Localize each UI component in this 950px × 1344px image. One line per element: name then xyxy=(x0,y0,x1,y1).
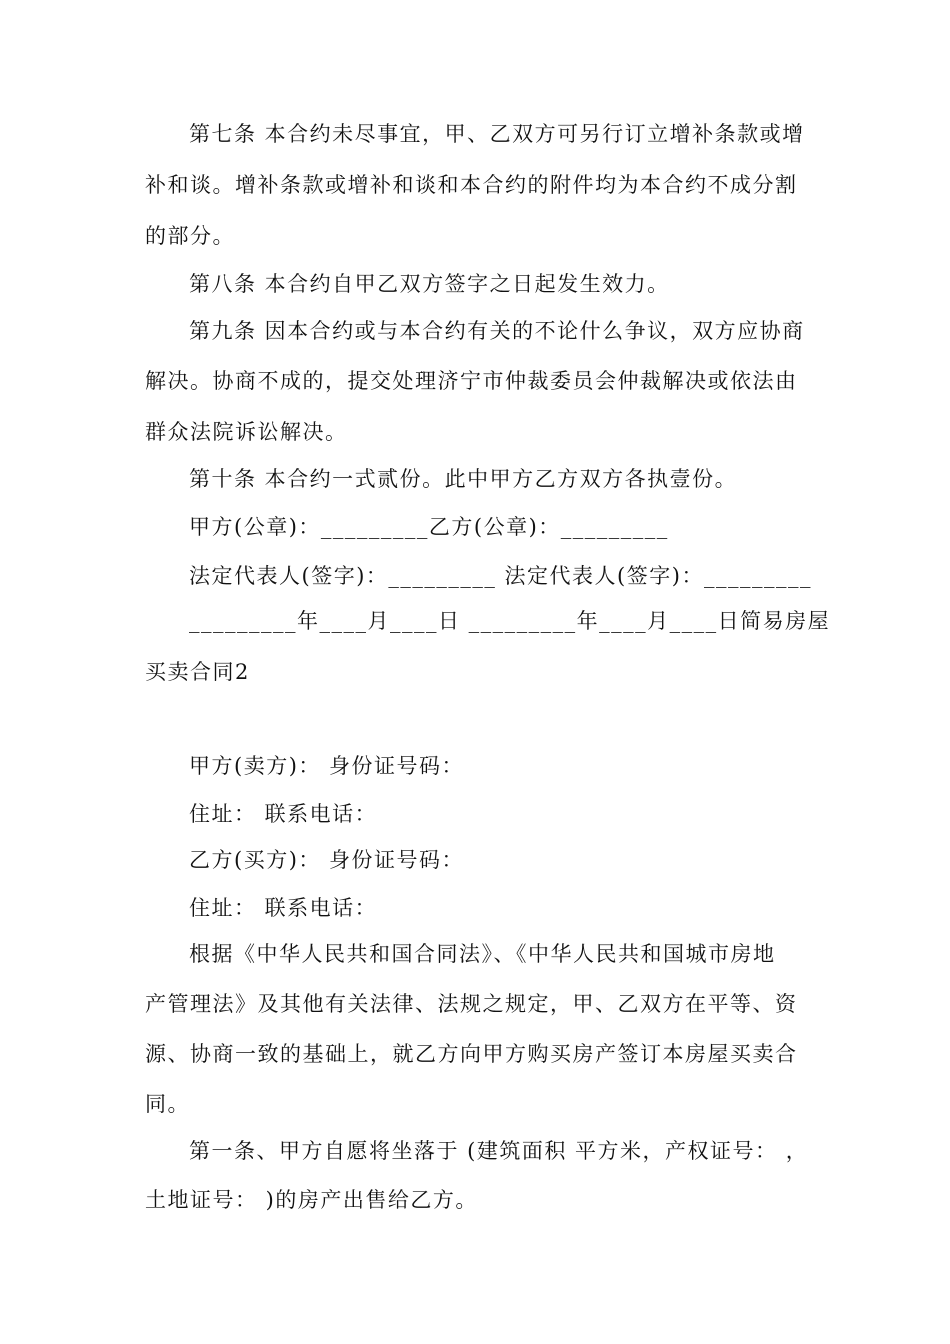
text-line: 根据《中华人民共和国合同法》、《中华人民共和国城市房地 xyxy=(189,942,776,966)
date-line: _________年____月____日 _________年____月____日简易房屋 xyxy=(189,609,831,633)
text-line: 同。 xyxy=(145,1092,190,1116)
text-line: 第十条 本合约一式贰份。此中甲方乙方双方各执壹份。 xyxy=(189,467,738,491)
text-line: 土地证号： )的房产出售给乙方。 xyxy=(145,1188,478,1212)
text-line: 第七条 本合约未尽事宜，甲、乙双方可另行订立增补条款或增 xyxy=(189,122,805,146)
signature-line: 法定代表人(签字)：_________ 法定代表人(签字)：_________ xyxy=(189,564,812,588)
party-line: 甲方(卖方)： 身份证号码： xyxy=(189,754,465,778)
signature-line: 甲方(公章)：_________乙方(公章)：_________ xyxy=(189,515,669,539)
text-line: 第八条 本合约自甲乙双方签字之日起发生效力。 xyxy=(189,272,670,296)
text-line: 产管理法》及其他有关法律、法规之规定，甲、乙双方在平等、资 xyxy=(145,992,798,1016)
section-title: 买卖合同2 xyxy=(145,660,250,684)
text-line: 解决。协商不成的，提交处理济宁市仲裁委员会仲裁解决或依法由 xyxy=(145,369,798,393)
text-line: 补和谈。增补条款或增补和谈和本合约的附件均为本合约不成分割 xyxy=(145,173,798,197)
party-line: 乙方(买方)： 身份证号码： xyxy=(189,848,465,872)
text-line: 的部分。 xyxy=(145,224,235,248)
text-line: 群众法院诉讼解决。 xyxy=(145,420,348,444)
party-line: 住址： 联系电话： xyxy=(189,896,378,920)
text-line: 第一条、甲方自愿将坐落于 (建筑面积 平方米，产权证号： ， xyxy=(189,1139,809,1163)
text-line: 源、协商一致的基础上，就乙方向甲方购买房产签订本房屋买卖合 xyxy=(145,1042,798,1066)
party-line: 住址： 联系电话： xyxy=(189,802,378,826)
text-line: 第九条 因本合约或与本合约有关的不论什么争议，双方应协商 xyxy=(189,319,805,343)
